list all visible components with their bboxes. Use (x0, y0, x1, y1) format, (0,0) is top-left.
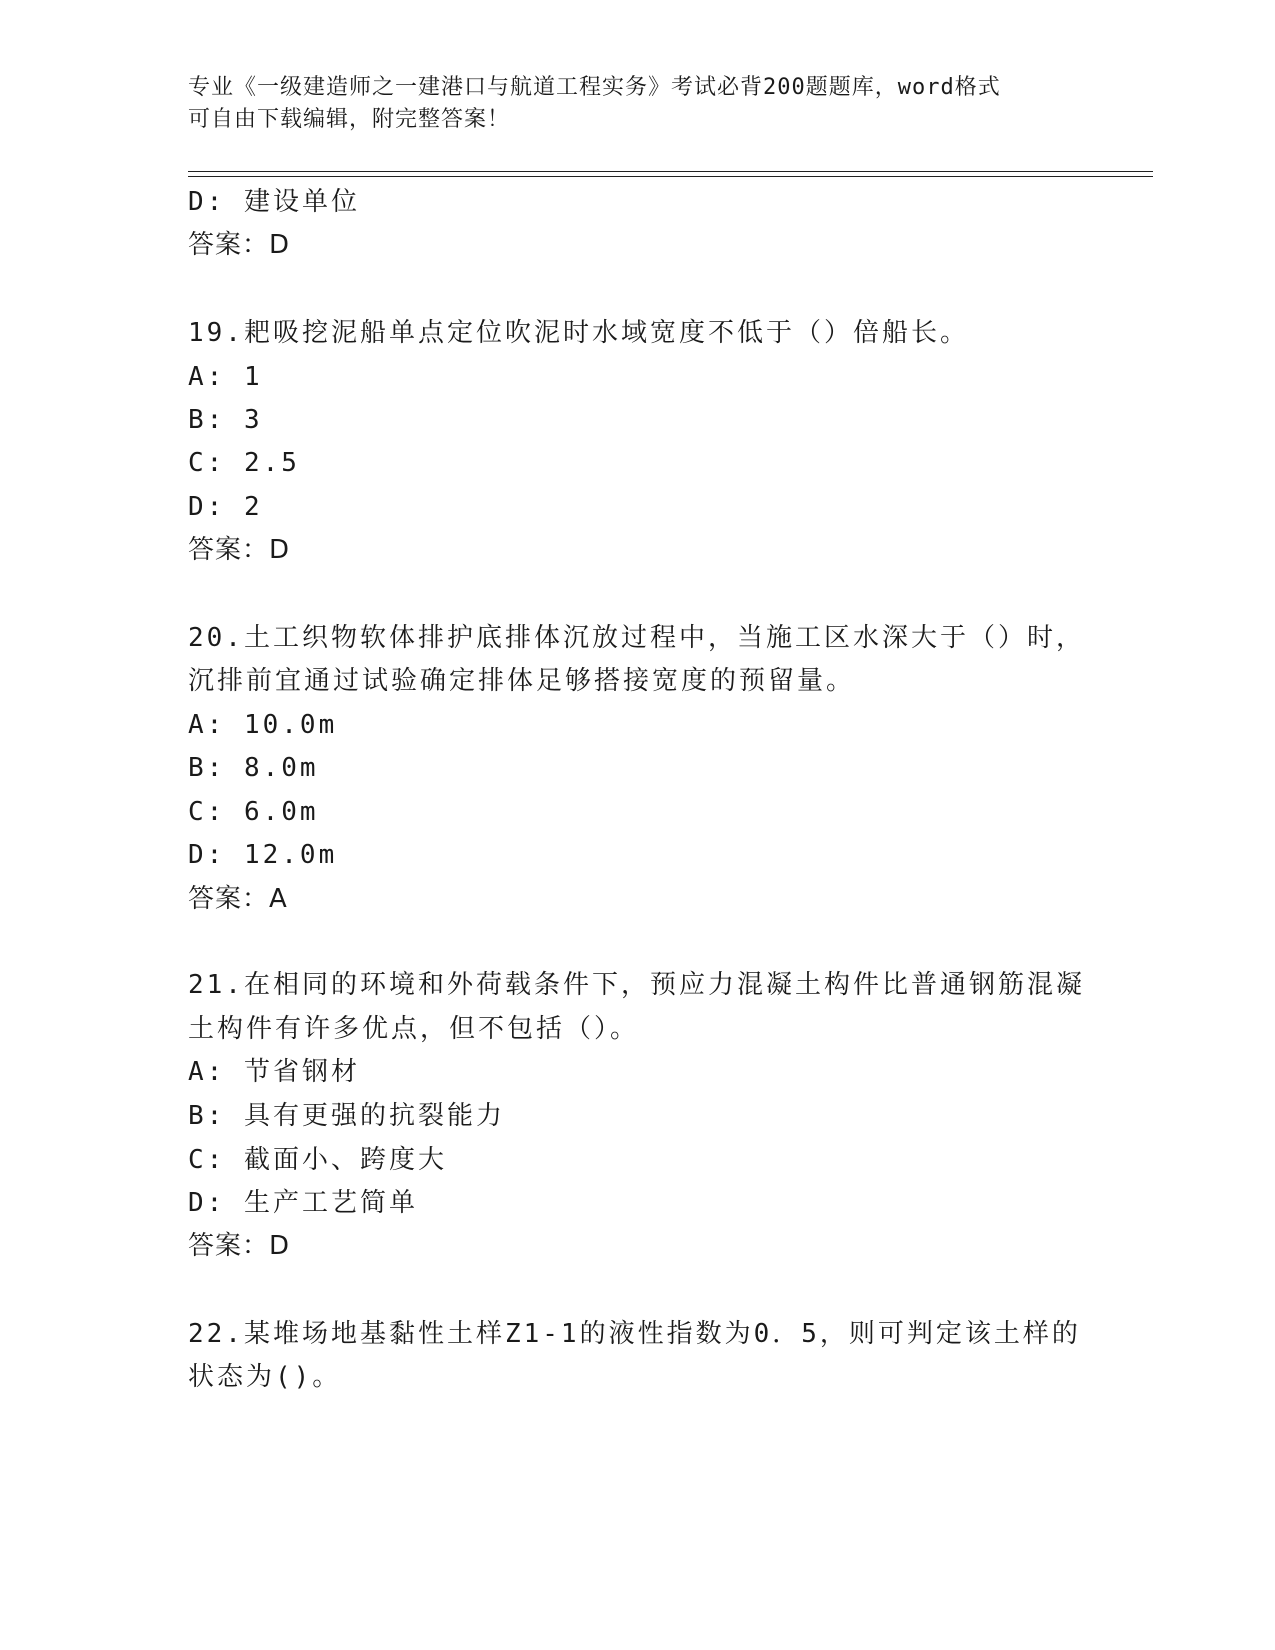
header-line-1: 专业《一级建造师之一建港口与航道工程实务》考试必背200题题库，word格式 (188, 75, 1001, 100)
q18-option-d: D: 建设单位 (188, 187, 360, 217)
q19-option-d: D: 2 (188, 492, 263, 522)
header-line-2: 可自由下载编辑，附完整答案！ (188, 107, 511, 132)
q22-stem-line-2: 状态为()。 (188, 1362, 342, 1392)
q20-stem-line-1: 20.土工织物软体排护底排体沉放过程中，当施工区水深大于（）时， (188, 623, 1085, 653)
q21-answer: 答案：D (188, 1231, 291, 1261)
q20-option-b: B: 8.0m (188, 753, 319, 783)
q19-stem: 19.耙吸挖泥船单点定位吹泥时水域宽度不低于（）倍船长。 (188, 318, 969, 348)
q21-option-a: A: 节省钢材 (188, 1057, 360, 1087)
header-divider-bottom (188, 176, 1153, 177)
q20-option-a: A: 10.0m (188, 710, 338, 740)
q20-option-d: D: 12.0m (188, 840, 338, 870)
q19-answer: 答案：D (188, 535, 291, 565)
header-divider-top (188, 171, 1153, 172)
q21-option-c: C: 截面小、跨度大 (188, 1145, 447, 1175)
q19-option-a: A: 1 (188, 362, 263, 392)
q21-stem-line-1: 21.在相同的环境和外荷载条件下，预应力混凝土构件比普通钢筋混凝 (188, 970, 1085, 1000)
q19-option-c: C: 2.5 (188, 448, 300, 478)
q22-stem-line-1: 22.某堆场地基黏性土样Z1-1的液性指数为0．5，则可判定该土样的 (188, 1319, 1081, 1349)
q21-option-d: D: 生产工艺简单 (188, 1188, 418, 1218)
document-header (188, 72, 1068, 136)
q20-stem-line-2: 沉排前宜通过试验确定排体足够搭接宽度的预留量。 (188, 666, 856, 696)
q20-option-c: C: 6.0m (188, 797, 319, 827)
q21-stem-line-2: 土构件有许多优点，但不包括（）。 (188, 1014, 640, 1044)
q19-option-b: B: 3 (188, 405, 263, 435)
q18-answer: 答案：D (188, 230, 291, 260)
q20-answer: 答案：A (188, 884, 288, 914)
q21-option-b: B: 具有更强的抗裂能力 (188, 1101, 505, 1131)
